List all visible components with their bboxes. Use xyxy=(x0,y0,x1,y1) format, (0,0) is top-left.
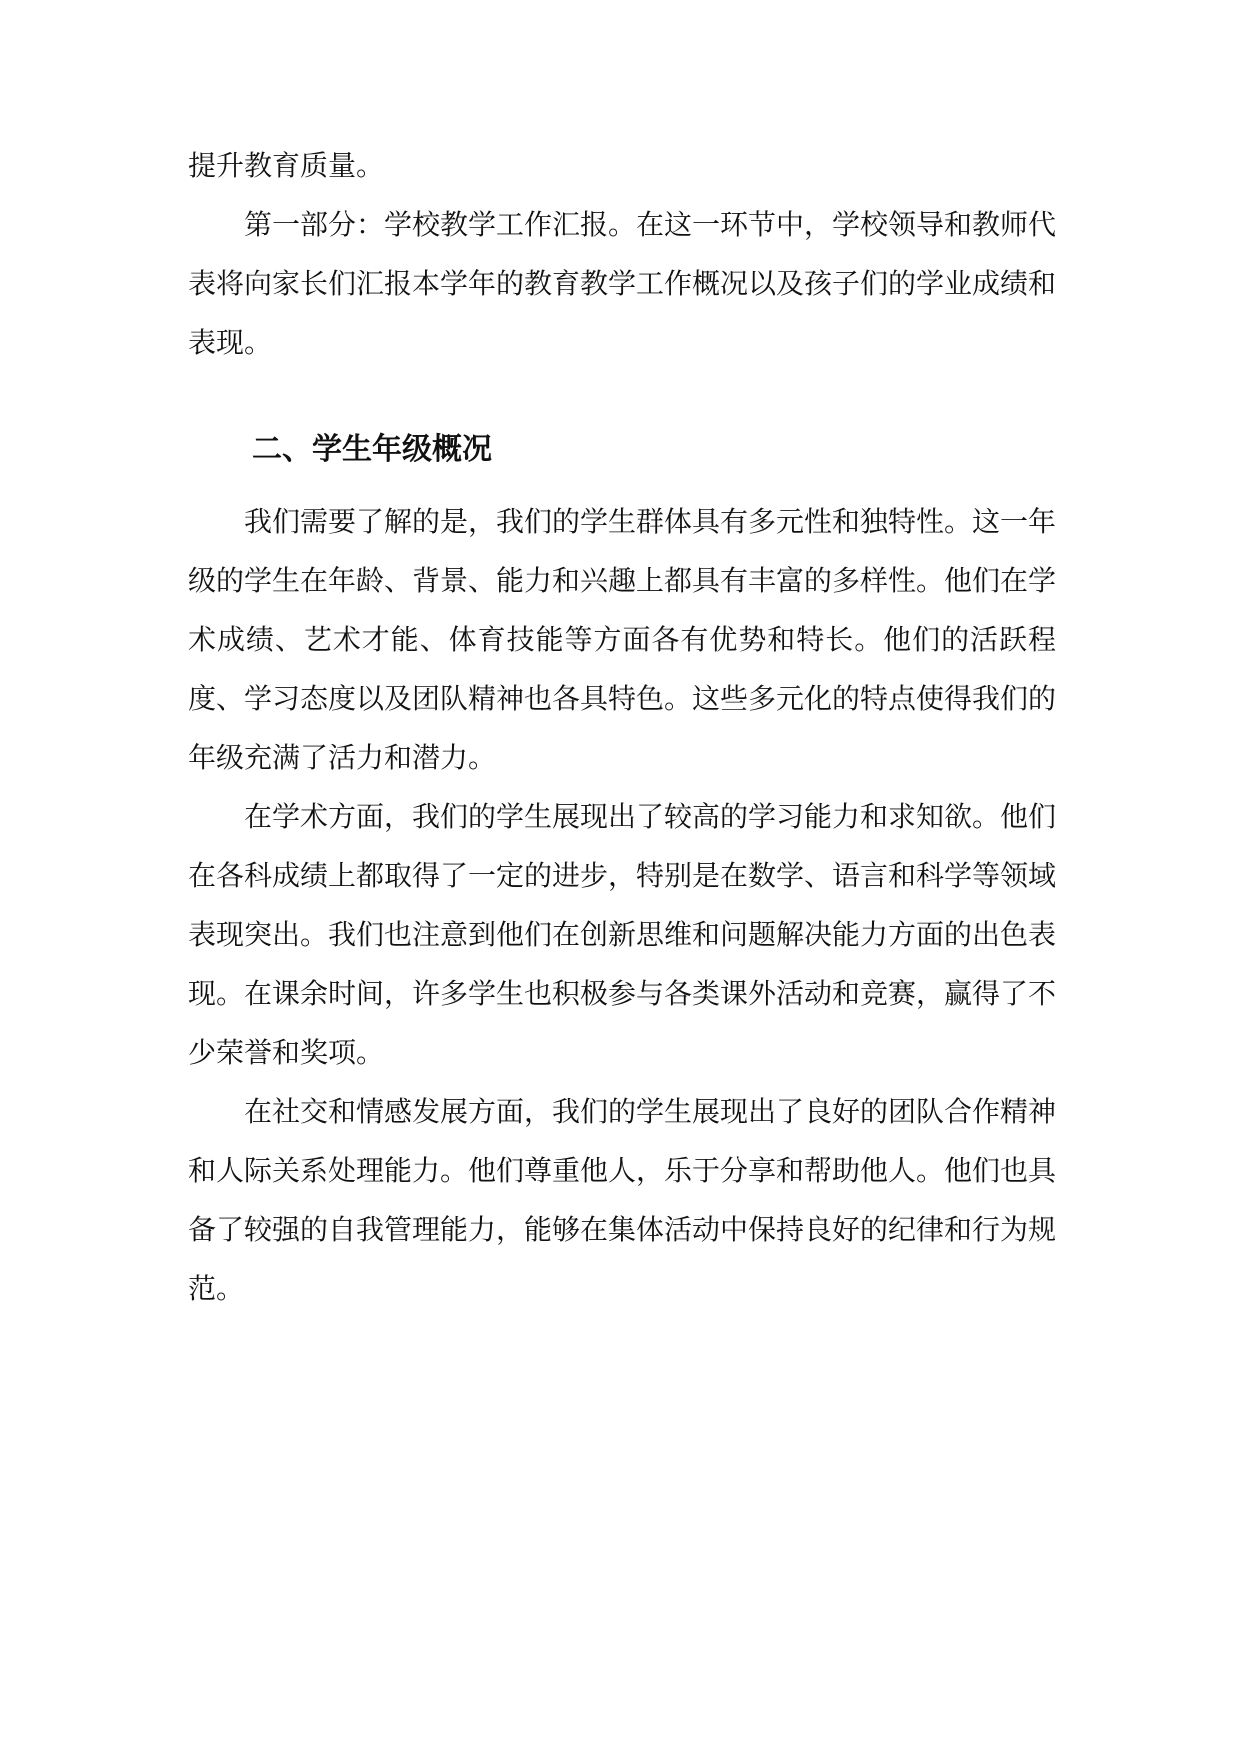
paragraph-continuation: 提升教育质量。 xyxy=(188,149,385,182)
section-heading: 二、学生年级概况 xyxy=(252,432,492,467)
paragraph-diversity: 我们需要了解的是，我们的学生群体具有多元性和独特性。这一年级的学生在年龄、背景、能力和兴趣上都具有丰富的多样性。他们在学术成绩、艺术才能、体育技能等方面各有优势和特长。他们的活跃程度、学习态度以及团队精神也各具特色。这些多元化的特点使得我们的年级充满了活力和潜力。 xyxy=(188,505,1057,774)
paragraph-academics: 在学术方面，我们的学生展现出了较高的学习能力和求知欲。他们在各科成绩上都取得了一定的进步，特别是在数学、语言和科学等领域表现突出。我们也注意到他们在创新思维和问题解决能力方面的出色表现。在课余时间，许多学生也积极参与各类课外活动和竞赛，赢得了不少荣誉和奖项。 xyxy=(188,800,1057,1069)
paragraph-social: 在社交和情感发展方面，我们的学生展现出了良好的团队合作精神和人际关系处理能力。他们尊重他人，乐于分享和帮助他人。他们也具备了较强的自我管理能力，能够在集体活动中保持良好的纪律和行为规范。 xyxy=(188,1095,1057,1305)
paragraph-part-one: 第一部分：学校教学工作汇报。在这一环节中，学校领导和教师代表将向家长们汇报本学年的教育教学工作概况以及孩子们的学业成绩和表现。 xyxy=(188,208,1057,359)
document-body xyxy=(188,136,1056,1318)
